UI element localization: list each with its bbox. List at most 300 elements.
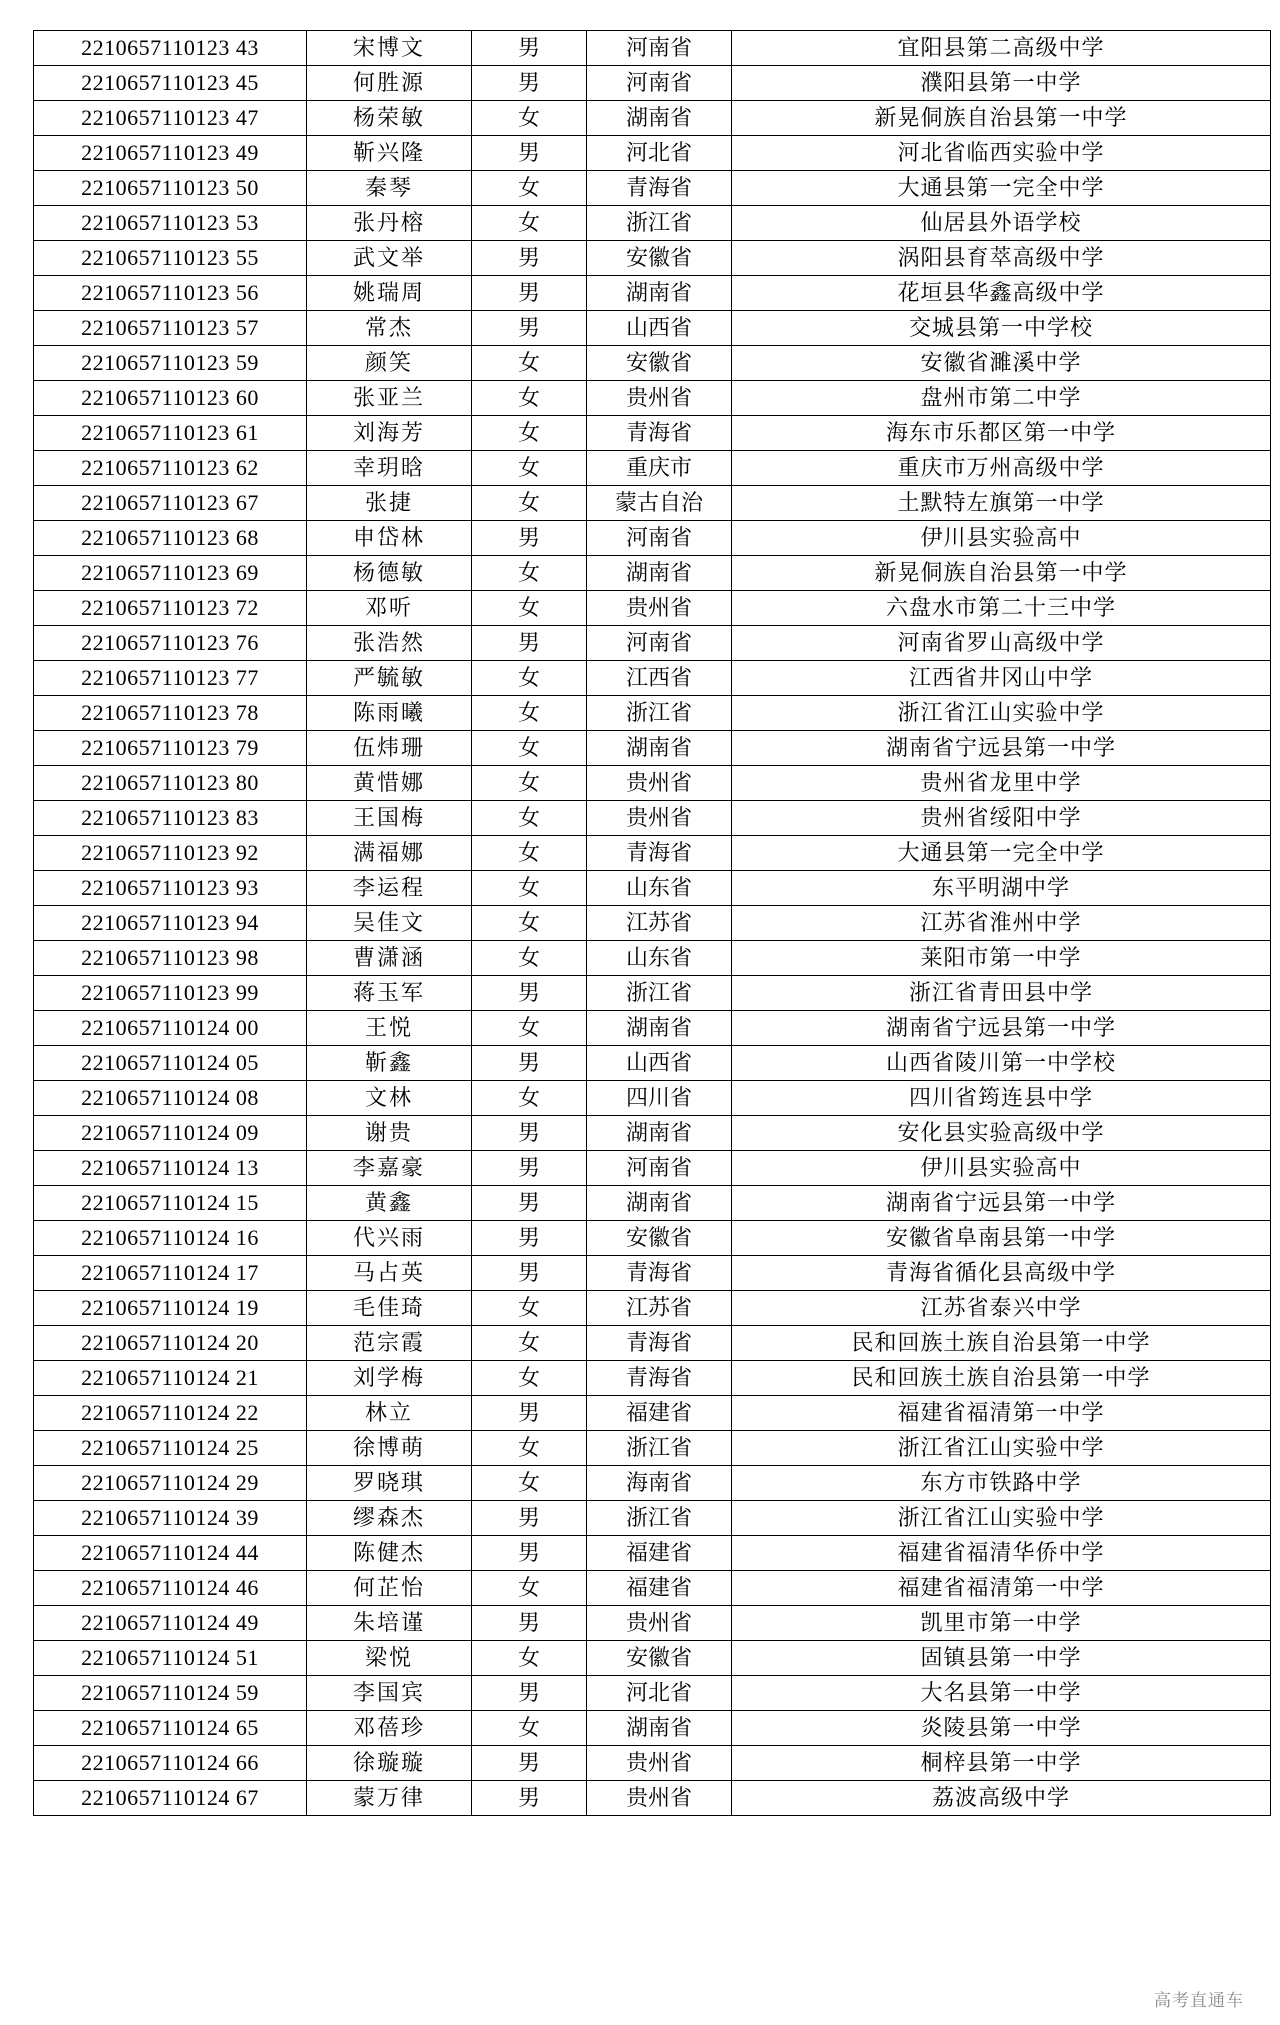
- cell-student-name: 蒙万律: [307, 1781, 472, 1816]
- table-row: [34, 906, 1271, 941]
- cell-province: 贵州省: [587, 591, 732, 626]
- cell-school: 湖南省宁远县第一中学: [732, 1186, 1271, 1221]
- cell-province: 贵州省: [587, 381, 732, 416]
- cell-gender: 男: [472, 1186, 587, 1221]
- cell-school: 重庆市万州高级中学: [732, 451, 1271, 486]
- cell-student-name: 范宗霞: [307, 1326, 472, 1361]
- table-row: [34, 1606, 1271, 1641]
- cell-province: 湖南省: [587, 101, 732, 136]
- cell-school: 青海省循化县高级中学: [732, 1256, 1271, 1291]
- cell-exam-number: 2210657110123 60: [34, 381, 307, 416]
- cell-province: 湖南省: [587, 731, 732, 766]
- cell-exam-number: 2210657110124 20: [34, 1326, 307, 1361]
- cell-student-name: 何胜源: [307, 66, 472, 101]
- table-row: [34, 521, 1271, 556]
- cell-school: 湖南省宁远县第一中学: [732, 1011, 1271, 1046]
- table-row: [34, 1081, 1271, 1116]
- cell-province: 贵州省: [587, 801, 732, 836]
- cell-student-name: 杨德敏: [307, 556, 472, 591]
- cell-province: 湖南省: [587, 1711, 732, 1746]
- table-row: [34, 66, 1271, 101]
- table-row: [34, 766, 1271, 801]
- cell-student-name: 文林: [307, 1081, 472, 1116]
- cell-student-name: 代兴雨: [307, 1221, 472, 1256]
- cell-student-name: 严毓敏: [307, 661, 472, 696]
- cell-gender: 男: [472, 241, 587, 276]
- cell-exam-number: 2210657110123 50: [34, 171, 307, 206]
- student-roster-table: [33, 30, 1271, 1816]
- cell-exam-number: 2210657110124 22: [34, 1396, 307, 1431]
- cell-exam-number: 2210657110123 79: [34, 731, 307, 766]
- cell-gender: 女: [472, 801, 587, 836]
- cell-gender: 男: [472, 1606, 587, 1641]
- cell-student-name: 陈雨曦: [307, 696, 472, 731]
- cell-exam-number: 2210657110123 59: [34, 346, 307, 381]
- cell-province: 湖南省: [587, 556, 732, 591]
- cell-school: 浙江省江山实验中学: [732, 1431, 1271, 1466]
- cell-province: 福建省: [587, 1396, 732, 1431]
- cell-gender: 男: [472, 1781, 587, 1816]
- cell-exam-number: 2210657110124 05: [34, 1046, 307, 1081]
- cell-gender: 女: [472, 1326, 587, 1361]
- cell-gender: 女: [472, 416, 587, 451]
- table-body: [34, 31, 1271, 1816]
- cell-gender: 男: [472, 1501, 587, 1536]
- cell-school: 福建省福清第一中学: [732, 1396, 1271, 1431]
- cell-student-name: 黄惜娜: [307, 766, 472, 801]
- cell-school: 新晃侗族自治县第一中学: [732, 556, 1271, 591]
- cell-student-name: 王国梅: [307, 801, 472, 836]
- cell-gender: 男: [472, 1536, 587, 1571]
- cell-exam-number: 2210657110123 61: [34, 416, 307, 451]
- cell-student-name: 张捷: [307, 486, 472, 521]
- cell-school: 新晃侗族自治县第一中学: [732, 101, 1271, 136]
- cell-school: 固镇县第一中学: [732, 1641, 1271, 1676]
- table-row: [34, 31, 1271, 66]
- cell-school: 伊川县实验高中: [732, 1151, 1271, 1186]
- cell-exam-number: 2210657110124 25: [34, 1431, 307, 1466]
- cell-gender: 女: [472, 486, 587, 521]
- cell-gender: 女: [472, 1291, 587, 1326]
- cell-school: 安化县实验高级中学: [732, 1116, 1271, 1151]
- cell-exam-number: 2210657110124 65: [34, 1711, 307, 1746]
- cell-exam-number: 2210657110123 43: [34, 31, 307, 66]
- cell-province: 青海省: [587, 1256, 732, 1291]
- cell-province: 江苏省: [587, 1291, 732, 1326]
- table-row: [34, 1536, 1271, 1571]
- cell-exam-number: 2210657110123 69: [34, 556, 307, 591]
- cell-province: 贵州省: [587, 766, 732, 801]
- cell-exam-number: 2210657110124 16: [34, 1221, 307, 1256]
- cell-gender: 女: [472, 1361, 587, 1396]
- cell-gender: 女: [472, 1711, 587, 1746]
- cell-student-name: 姚瑞周: [307, 276, 472, 311]
- cell-school: 浙江省江山实验中学: [732, 1501, 1271, 1536]
- cell-exam-number: 2210657110123 57: [34, 311, 307, 346]
- cell-province: 贵州省: [587, 1746, 732, 1781]
- cell-gender: 女: [472, 451, 587, 486]
- table-row: [34, 416, 1271, 451]
- cell-school: 海东市乐都区第一中学: [732, 416, 1271, 451]
- cell-gender: 女: [472, 836, 587, 871]
- cell-gender: 女: [472, 871, 587, 906]
- cell-gender: 女: [472, 1011, 587, 1046]
- cell-province: 贵州省: [587, 1606, 732, 1641]
- cell-gender: 女: [472, 1431, 587, 1466]
- cell-gender: 男: [472, 1221, 587, 1256]
- cell-exam-number: 2210657110124 15: [34, 1186, 307, 1221]
- cell-province: 青海省: [587, 171, 732, 206]
- cell-exam-number: 2210657110123 49: [34, 136, 307, 171]
- table-row: [34, 1396, 1271, 1431]
- cell-student-name: 刘学梅: [307, 1361, 472, 1396]
- table-row: [34, 731, 1271, 766]
- cell-province: 安徽省: [587, 241, 732, 276]
- cell-student-name: 王悦: [307, 1011, 472, 1046]
- cell-school: 安徽省濉溪中学: [732, 346, 1271, 381]
- cell-student-name: 林立: [307, 1396, 472, 1431]
- cell-gender: 女: [472, 696, 587, 731]
- cell-student-name: 罗晓琪: [307, 1466, 472, 1501]
- cell-school: 土默特左旗第一中学: [732, 486, 1271, 521]
- cell-province: 湖南省: [587, 1116, 732, 1151]
- cell-exam-number: 2210657110124 49: [34, 1606, 307, 1641]
- cell-exam-number: 2210657110124 17: [34, 1256, 307, 1291]
- cell-exam-number: 2210657110124 08: [34, 1081, 307, 1116]
- cell-exam-number: 2210657110123 53: [34, 206, 307, 241]
- cell-school: 福建省福清第一中学: [732, 1571, 1271, 1606]
- cell-province: 重庆市: [587, 451, 732, 486]
- cell-exam-number: 2210657110124 66: [34, 1746, 307, 1781]
- cell-exam-number: 2210657110124 59: [34, 1676, 307, 1711]
- cell-gender: 女: [472, 731, 587, 766]
- cell-student-name: 满福娜: [307, 836, 472, 871]
- table-row: [34, 171, 1271, 206]
- cell-exam-number: 2210657110123 83: [34, 801, 307, 836]
- cell-student-name: 张丹榕: [307, 206, 472, 241]
- cell-school: 河北省临西实验中学: [732, 136, 1271, 171]
- cell-gender: 女: [472, 171, 587, 206]
- table-row: [34, 976, 1271, 1011]
- table-row: [34, 1641, 1271, 1676]
- cell-school: 东方市铁路中学: [732, 1466, 1271, 1501]
- table-row: [34, 1571, 1271, 1606]
- table-row: [34, 696, 1271, 731]
- cell-province: 青海省: [587, 1361, 732, 1396]
- cell-gender: 女: [472, 661, 587, 696]
- cell-exam-number: 2210657110124 29: [34, 1466, 307, 1501]
- cell-school: 浙江省青田县中学: [732, 976, 1271, 1011]
- cell-student-name: 常杰: [307, 311, 472, 346]
- cell-province: 湖南省: [587, 276, 732, 311]
- table-row: [34, 1291, 1271, 1326]
- cell-school: 六盘水市第二十三中学: [732, 591, 1271, 626]
- cell-student-name: 宋博文: [307, 31, 472, 66]
- cell-student-name: 李嘉豪: [307, 1151, 472, 1186]
- cell-gender: 女: [472, 591, 587, 626]
- table-row: [34, 1186, 1271, 1221]
- cell-gender: 女: [472, 941, 587, 976]
- cell-province: 河南省: [587, 66, 732, 101]
- cell-student-name: 吴佳文: [307, 906, 472, 941]
- cell-gender: 男: [472, 1676, 587, 1711]
- cell-school: 东平明湖中学: [732, 871, 1271, 906]
- cell-student-name: 蒋玉军: [307, 976, 472, 1011]
- cell-student-name: 徐璇璇: [307, 1746, 472, 1781]
- cell-exam-number: 2210657110123 78: [34, 696, 307, 731]
- table-row: [34, 1151, 1271, 1186]
- cell-gender: 女: [472, 346, 587, 381]
- cell-student-name: 梁悦: [307, 1641, 472, 1676]
- table-row: [34, 1046, 1271, 1081]
- cell-school: 民和回族土族自治县第一中学: [732, 1326, 1271, 1361]
- table-row: [34, 311, 1271, 346]
- cell-exam-number: 2210657110123 77: [34, 661, 307, 696]
- cell-province: 河南省: [587, 1151, 732, 1186]
- cell-province: 蒙古自治: [587, 486, 732, 521]
- cell-exam-number: 2210657110124 67: [34, 1781, 307, 1816]
- cell-student-name: 缪森杰: [307, 1501, 472, 1536]
- cell-school: 江苏省淮州中学: [732, 906, 1271, 941]
- cell-student-name: 何芷怡: [307, 1571, 472, 1606]
- cell-province: 青海省: [587, 836, 732, 871]
- cell-exam-number: 2210657110123 72: [34, 591, 307, 626]
- cell-exam-number: 2210657110123 94: [34, 906, 307, 941]
- cell-school: 伊川县实验高中: [732, 521, 1271, 556]
- watermark-label: 高考直通车: [1154, 1991, 1244, 2010]
- cell-province: 山东省: [587, 871, 732, 906]
- cell-province: 河北省: [587, 136, 732, 171]
- cell-province: 福建省: [587, 1571, 732, 1606]
- cell-school: 濮阳县第一中学: [732, 66, 1271, 101]
- cell-exam-number: 2210657110123 62: [34, 451, 307, 486]
- cell-exam-number: 2210657110124 46: [34, 1571, 307, 1606]
- cell-province: 安徽省: [587, 1641, 732, 1676]
- cell-gender: 男: [472, 1746, 587, 1781]
- cell-student-name: 李运程: [307, 871, 472, 906]
- cell-exam-number: 2210657110123 68: [34, 521, 307, 556]
- table-row: [34, 556, 1271, 591]
- cell-province: 山西省: [587, 311, 732, 346]
- cell-school: 贵州省绥阳中学: [732, 801, 1271, 836]
- cell-school: 凯里市第一中学: [732, 1606, 1271, 1641]
- cell-exam-number: 2210657110123 80: [34, 766, 307, 801]
- cell-gender: 男: [472, 311, 587, 346]
- cell-province: 青海省: [587, 1326, 732, 1361]
- table-row: [34, 1221, 1271, 1256]
- cell-school: 仙居县外语学校: [732, 206, 1271, 241]
- cell-province: 四川省: [587, 1081, 732, 1116]
- cell-student-name: 武文举: [307, 241, 472, 276]
- table-row: [34, 1711, 1271, 1746]
- cell-student-name: 申岱林: [307, 521, 472, 556]
- cell-province: 浙江省: [587, 1501, 732, 1536]
- cell-student-name: 伍炜珊: [307, 731, 472, 766]
- cell-province: 河北省: [587, 1676, 732, 1711]
- cell-student-name: 秦琴: [307, 171, 472, 206]
- cell-school: 涡阳县育萃高级中学: [732, 241, 1271, 276]
- cell-province: 贵州省: [587, 1781, 732, 1816]
- cell-exam-number: 2210657110123 92: [34, 836, 307, 871]
- cell-gender: 女: [472, 101, 587, 136]
- cell-gender: 男: [472, 626, 587, 661]
- table-row: [34, 101, 1271, 136]
- cell-exam-number: 2210657110123 56: [34, 276, 307, 311]
- table-row: [34, 486, 1271, 521]
- cell-student-name: 谢贵: [307, 1116, 472, 1151]
- cell-school: 湖南省宁远县第一中学: [732, 731, 1271, 766]
- cell-gender: 女: [472, 1466, 587, 1501]
- table-row: [34, 1676, 1271, 1711]
- cell-student-name: 马占英: [307, 1256, 472, 1291]
- cell-student-name: 颜笑: [307, 346, 472, 381]
- cell-school: 大通县第一完全中学: [732, 171, 1271, 206]
- cell-school: 山西省陵川第一中学校: [732, 1046, 1271, 1081]
- cell-exam-number: 2210657110124 21: [34, 1361, 307, 1396]
- cell-gender: 女: [472, 1571, 587, 1606]
- cell-school: 民和回族土族自治县第一中学: [732, 1361, 1271, 1396]
- cell-province: 湖南省: [587, 1186, 732, 1221]
- cell-province: 浙江省: [587, 206, 732, 241]
- cell-school: 交城县第一中学校: [732, 311, 1271, 346]
- table-row: [34, 1116, 1271, 1151]
- cell-gender: 女: [472, 206, 587, 241]
- cell-province: 海南省: [587, 1466, 732, 1501]
- cell-school: 荔波高级中学: [732, 1781, 1271, 1816]
- cell-exam-number: 2210657110124 19: [34, 1291, 307, 1326]
- cell-exam-number: 2210657110123 47: [34, 101, 307, 136]
- cell-province: 安徽省: [587, 1221, 732, 1256]
- cell-province: 浙江省: [587, 976, 732, 1011]
- table-row: [34, 836, 1271, 871]
- cell-province: 青海省: [587, 416, 732, 451]
- table-row: [34, 206, 1271, 241]
- cell-gender: 男: [472, 1256, 587, 1291]
- cell-school: 大通县第一完全中学: [732, 836, 1271, 871]
- cell-exam-number: 2210657110124 09: [34, 1116, 307, 1151]
- cell-student-name: 邓听: [307, 591, 472, 626]
- cell-student-name: 毛佳琦: [307, 1291, 472, 1326]
- table-row: [34, 381, 1271, 416]
- cell-student-name: 靳鑫: [307, 1046, 472, 1081]
- table-row: [34, 1466, 1271, 1501]
- cell-exam-number: 2210657110123 93: [34, 871, 307, 906]
- cell-gender: 男: [472, 1396, 587, 1431]
- table-row: [34, 661, 1271, 696]
- cell-student-name: 邓蓓珍: [307, 1711, 472, 1746]
- cell-school: 浙江省江山实验中学: [732, 696, 1271, 731]
- cell-gender: 男: [472, 31, 587, 66]
- cell-student-name: 幸玥晗: [307, 451, 472, 486]
- cell-province: 安徽省: [587, 346, 732, 381]
- table-row: [34, 136, 1271, 171]
- cell-province: 浙江省: [587, 1431, 732, 1466]
- cell-school: 盘州市第二中学: [732, 381, 1271, 416]
- cell-school: 大名县第一中学: [732, 1676, 1271, 1711]
- cell-gender: 男: [472, 1151, 587, 1186]
- cell-province: 山西省: [587, 1046, 732, 1081]
- table-row: [34, 241, 1271, 276]
- cell-exam-number: 2210657110123 67: [34, 486, 307, 521]
- cell-province: 浙江省: [587, 696, 732, 731]
- cell-gender: 男: [472, 66, 587, 101]
- cell-province: 江西省: [587, 661, 732, 696]
- cell-province: 江苏省: [587, 906, 732, 941]
- cell-gender: 男: [472, 1116, 587, 1151]
- cell-gender: 女: [472, 906, 587, 941]
- cell-student-name: 杨荣敏: [307, 101, 472, 136]
- cell-province: 湖南省: [587, 1011, 732, 1046]
- cell-exam-number: 2210657110123 76: [34, 626, 307, 661]
- cell-student-name: 曹潇涵: [307, 941, 472, 976]
- cell-gender: 男: [472, 976, 587, 1011]
- cell-exam-number: 2210657110124 39: [34, 1501, 307, 1536]
- table-row: [34, 871, 1271, 906]
- cell-province: 河南省: [587, 31, 732, 66]
- table-row: [34, 591, 1271, 626]
- table-row: [34, 1361, 1271, 1396]
- table-row: [34, 1501, 1271, 1536]
- cell-school: 宜阳县第二高级中学: [732, 31, 1271, 66]
- cell-school: 安徽省阜南县第一中学: [732, 1221, 1271, 1256]
- cell-student-name: 张亚兰: [307, 381, 472, 416]
- table-row: [34, 801, 1271, 836]
- cell-gender: 男: [472, 136, 587, 171]
- cell-school: 江西省井冈山中学: [732, 661, 1271, 696]
- cell-school: 河南省罗山高级中学: [732, 626, 1271, 661]
- cell-student-name: 黄鑫: [307, 1186, 472, 1221]
- cell-student-name: 徐博萌: [307, 1431, 472, 1466]
- table-row: [34, 451, 1271, 486]
- table-row: [34, 1011, 1271, 1046]
- cell-exam-number: 2210657110124 00: [34, 1011, 307, 1046]
- cell-school: 福建省福清华侨中学: [732, 1536, 1271, 1571]
- cell-province: 福建省: [587, 1536, 732, 1571]
- table-row: [34, 1781, 1271, 1816]
- cell-school: 桐梓县第一中学: [732, 1746, 1271, 1781]
- table-row: [34, 941, 1271, 976]
- cell-exam-number: 2210657110123 45: [34, 66, 307, 101]
- table-row: [34, 1746, 1271, 1781]
- cell-student-name: 陈健杰: [307, 1536, 472, 1571]
- cell-exam-number: 2210657110123 98: [34, 941, 307, 976]
- cell-exam-number: 2210657110123 99: [34, 976, 307, 1011]
- cell-exam-number: 2210657110124 51: [34, 1641, 307, 1676]
- cell-student-name: 张浩然: [307, 626, 472, 661]
- cell-school: 莱阳市第一中学: [732, 941, 1271, 976]
- cell-gender: 男: [472, 1046, 587, 1081]
- cell-student-name: 靳兴隆: [307, 136, 472, 171]
- cell-school: 江苏省泰兴中学: [732, 1291, 1271, 1326]
- table-row: [34, 1256, 1271, 1291]
- cell-gender: 女: [472, 1641, 587, 1676]
- cell-student-name: 朱培谨: [307, 1606, 472, 1641]
- cell-gender: 女: [472, 381, 587, 416]
- cell-exam-number: 2210657110124 13: [34, 1151, 307, 1186]
- cell-gender: 男: [472, 276, 587, 311]
- cell-school: 贵州省龙里中学: [732, 766, 1271, 801]
- cell-gender: 男: [472, 521, 587, 556]
- cell-province: 河南省: [587, 521, 732, 556]
- cell-student-name: 刘海芳: [307, 416, 472, 451]
- cell-exam-number: 2210657110123 55: [34, 241, 307, 276]
- table-row: [34, 276, 1271, 311]
- cell-school: 花垣县华鑫高级中学: [732, 276, 1271, 311]
- cell-school: 炎陵县第一中学: [732, 1711, 1271, 1746]
- cell-exam-number: 2210657110124 44: [34, 1536, 307, 1571]
- table-row: [34, 1431, 1271, 1466]
- cell-gender: 女: [472, 1081, 587, 1116]
